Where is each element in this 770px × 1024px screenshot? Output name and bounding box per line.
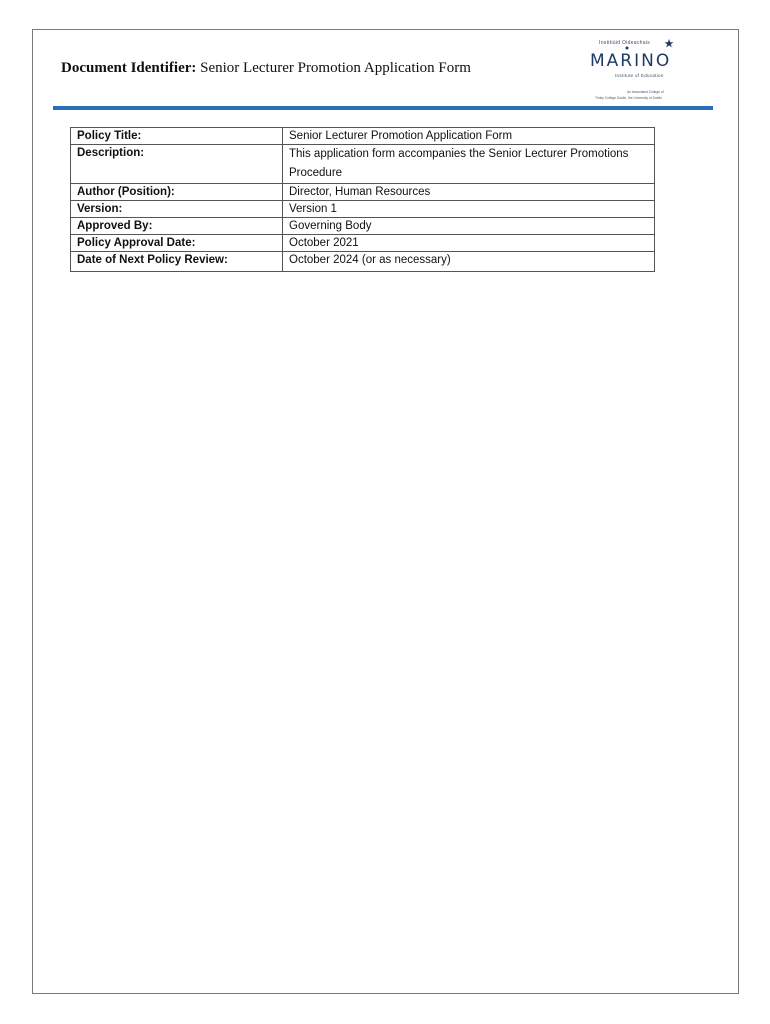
table-row — [71, 184, 655, 201]
document-identifier-label: Document Identifier: — [61, 60, 197, 76]
row-label: Date of Next Policy Review: — [71, 252, 283, 272]
marino-institute-logo — [585, 36, 695, 106]
logo-tagline-line2: Trinity College Dublin, the University of Dublin — [595, 96, 662, 100]
logo-dot-icon — [626, 47, 629, 50]
row-label: Description: — [71, 145, 283, 184]
star-icon — [665, 39, 674, 47]
row-value: Senior Lecturer Promotion Application Form — [283, 128, 655, 145]
row-label: Version: — [71, 201, 283, 218]
row-label: Policy Title: — [71, 128, 283, 145]
logo-subtitle: Institute of Education — [615, 73, 664, 78]
document-identifier — [61, 60, 471, 77]
row-label: Approved By: — [71, 218, 283, 235]
row-value: October 2021 — [283, 235, 655, 252]
table-row — [71, 128, 655, 145]
table-row — [71, 218, 655, 235]
logo-name: MARINO — [590, 51, 672, 71]
header-rule — [53, 106, 713, 110]
table-row — [71, 252, 655, 272]
logo-tagline-line1: An Associated College of — [627, 90, 664, 94]
row-label: Policy Approval Date: — [71, 235, 283, 252]
row-value: Director, Human Resources — [283, 184, 655, 201]
logo-irish-name: Institiúid Oideachais — [599, 40, 651, 46]
document-identifier-value: Senior Lecturer Promotion Application Form — [200, 60, 471, 76]
table-row — [71, 145, 655, 184]
row-value: Governing Body — [283, 218, 655, 235]
row-value: This application form accompanies the Senior Lecturer Promotions Procedure — [283, 145, 655, 184]
row-value: Version 1 — [283, 201, 655, 218]
table-row — [71, 235, 655, 252]
table-row — [71, 201, 655, 218]
row-value: October 2024 (or as necessary) — [283, 252, 655, 272]
row-label: Author (Position): — [71, 184, 283, 201]
policy-info-table — [70, 127, 655, 272]
